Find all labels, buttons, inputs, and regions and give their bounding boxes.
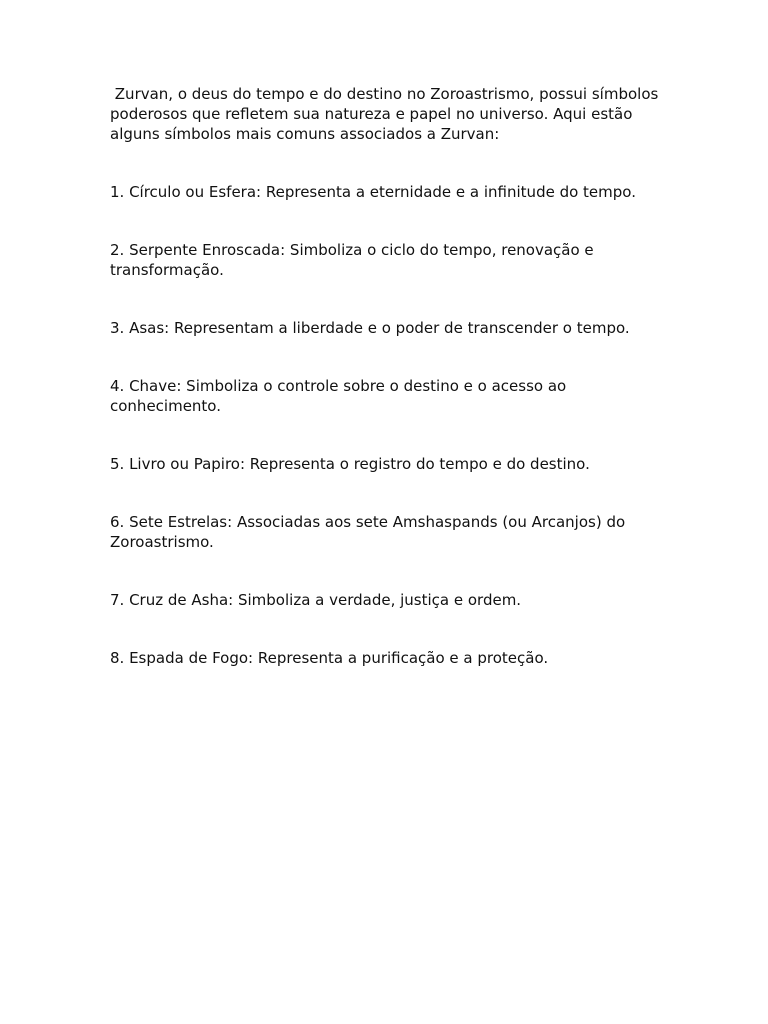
symbol-list: [110, 182, 670, 668]
list-item: 6. Sete Estrelas: Associadas aos sete Amshaspands (ou Arcanjos) do Zoroastrismo.: [110, 513, 626, 551]
list-item: 4. Chave: Simboliza o controle sobre o destino e o acesso ao conhecimento.: [110, 377, 567, 415]
list-item: 1. Círculo ou Esfera: Representa a eternidade e a infinitude do tempo.: [110, 183, 636, 201]
intro-paragraph: Zurvan, o deus do tempo e do destino no Zoroastrismo, possui símbolos poderosos que refletem sua natureza e papel no universo. Aqui estão alguns símbolos mais comuns associados a Zurvan:: [110, 85, 664, 143]
list-item: 8. Espada de Fogo: Representa a purificação e a proteção.: [110, 649, 549, 667]
list-item: 2. Serpente Enroscada: Simboliza o ciclo do tempo, renovação e transformação.: [110, 241, 594, 279]
list-item: 7. Cruz de Asha: Simboliza a verdade, justiça e ordem.: [110, 591, 522, 609]
list-item: 5. Livro ou Papiro: Representa o registro do tempo e do destino.: [110, 455, 590, 473]
document-body: [110, 84, 670, 668]
list-item: 3. Asas: Representam a liberdade e o poder de transcender o tempo.: [110, 319, 630, 337]
